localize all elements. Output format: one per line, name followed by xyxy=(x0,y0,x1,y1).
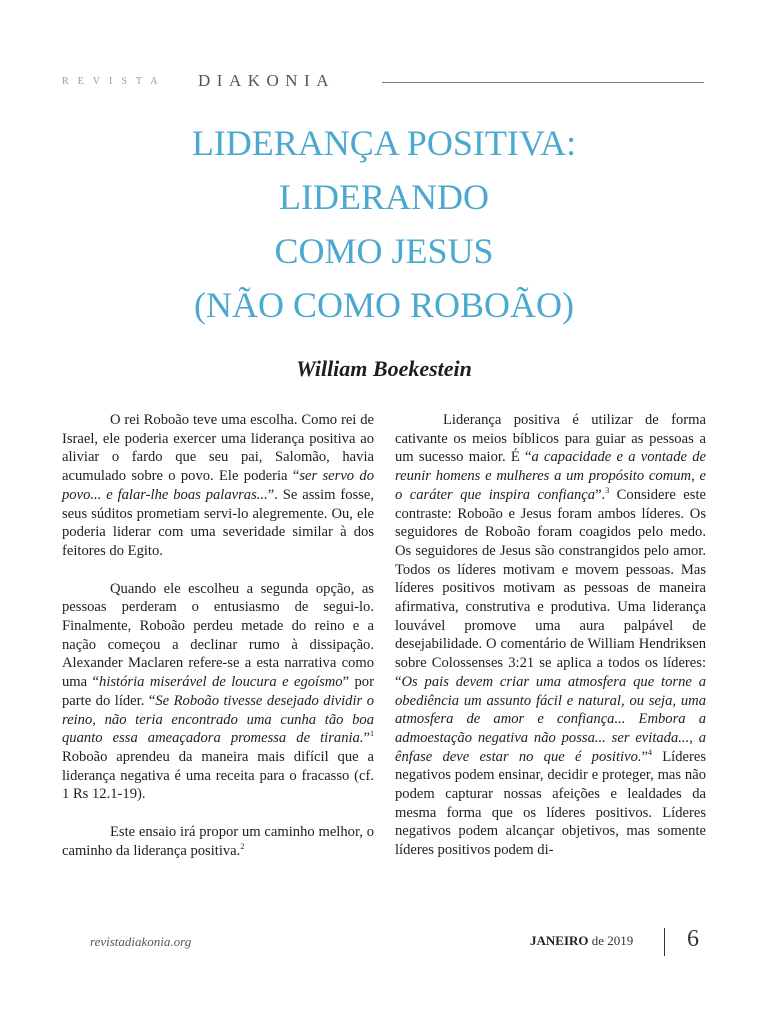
paragraph xyxy=(62,580,374,804)
footnote-ref: 3 xyxy=(605,485,610,495)
masthead-revista: REVISTA xyxy=(62,76,167,87)
text-run: ” xyxy=(363,730,370,747)
text-run: Este ensaio irá propor um caminho melhor, o caminho da liderança positiva. xyxy=(62,824,374,859)
footer-year: de 2019 xyxy=(591,933,634,948)
title-line: LIDERANÇA POSITIVA: xyxy=(191,123,577,163)
text-run: ” xyxy=(641,748,649,765)
right-column xyxy=(395,411,706,879)
article-title xyxy=(0,116,768,332)
text-run: ” por parte do líder. “ xyxy=(62,674,374,709)
footer-website: revistadiakonia.org xyxy=(90,934,192,949)
italic-quote: Os pais devem criar uma atmosfera que torne a obediência um assunto fácil e natural, ou seja, uma atmosfera de amor e confiança... Embora a admoestação negativa não possa... ser evitada..., a ênfase deve estar no que é positivo. xyxy=(395,673,706,765)
masthead-rule xyxy=(382,82,704,83)
title-line: LIDERANDO xyxy=(279,177,489,217)
footer-date xyxy=(530,933,633,949)
footnote-ref: 4 xyxy=(648,747,653,757)
text-run: ”. Se assim fosse, seus súditos prometiam servi-lo alegremente. Ou, ele poderia liderar com uma severidade similar à dos feitores do Egito. xyxy=(62,486,374,559)
text-run: Liderança positiva é utilizar de forma cativante os meios bíblicos para guiar as pessoas a um sucesso maior. É “ xyxy=(395,412,706,466)
italic-quote: ser servo do povo... e falar-lhe boas palavras... xyxy=(62,468,374,503)
text-run: Roboão aprendeu da maneira mais difícil que a liderança negativa é uma receita para o fracasso (cf. 1 Rs 12.1-19). xyxy=(62,748,374,803)
paragraph xyxy=(62,823,374,860)
text-run: O rei Roboão teve uma escolha. Como rei de Israel, ele poderia exercer uma liderança positiva ao aliviar o fardo que seu pai, Salomão, havia acumulado sobre o povo. Ele poderia “ xyxy=(62,412,374,485)
italic-quote: a capacidade e a vontade de reunir homens e mulheres a um propósito comum, e o caráter que inspira confiança xyxy=(395,449,706,503)
footnote-ref: 2 xyxy=(240,841,245,851)
italic-quote: história miserável de loucura e egoísmo xyxy=(99,674,343,691)
paragraph xyxy=(395,411,706,860)
text-run: Quando ele escolheu a segunda opção, as pessoas perderam o entusiasmo de segui-lo. Finalmente, Roboão perdeu metade do reino e a nação começou a declinar rumo à dissipação. Alexander Maclaren refere-se a esta narrativa como uma “ xyxy=(62,580,374,691)
left-column xyxy=(62,411,374,879)
footer-divider xyxy=(664,928,665,956)
title-line: (NÃO COMO ROBOÃO) xyxy=(193,285,574,325)
text-run: Líderes negativos podem ensinar, decidir e proteger, mas não podem capturar nossas afeições e lealdades da mesma forma que os líderes positivos. Líderes negativos podem alcançar objetivos, mas somente líderes positivos podem di- xyxy=(395,748,706,859)
text-run: Considere este contraste: Roboão e Jesus foram ambos líderes. Os seguidores de Roboão foram coagidos pelo medo. Os seguidores de Jesus são constrangidos pelo amor. Todos os líderes motivam e movem pessoas. Mas líderes positivos motivam as pessoas de maneira afirmativa, construtiva e produtiva. Uma liderança louvável promove uma aura palpável de desejabilidade. O comentário de William Hendriksen sobre Colossenses 3:21 se aplica a todos os líderes: “ xyxy=(395,486,706,690)
italic-quote: Se Roboão tivesse desejado dividir o reino, não teria encontrado uma cunha tão boa quanto essa ameaçadora promessa de tirania. xyxy=(62,692,374,747)
title-line: COMO JESUS xyxy=(274,231,494,271)
paragraph xyxy=(62,411,374,561)
text-run: ”. xyxy=(595,486,606,503)
author-name: William Boekestein xyxy=(296,356,472,381)
footer-month: JANEIRO xyxy=(530,933,589,948)
page-number: 6 xyxy=(687,926,699,952)
masthead xyxy=(62,71,704,94)
masthead-title: DIAKONIA xyxy=(198,71,335,90)
footnote-ref: 1 xyxy=(370,729,374,739)
